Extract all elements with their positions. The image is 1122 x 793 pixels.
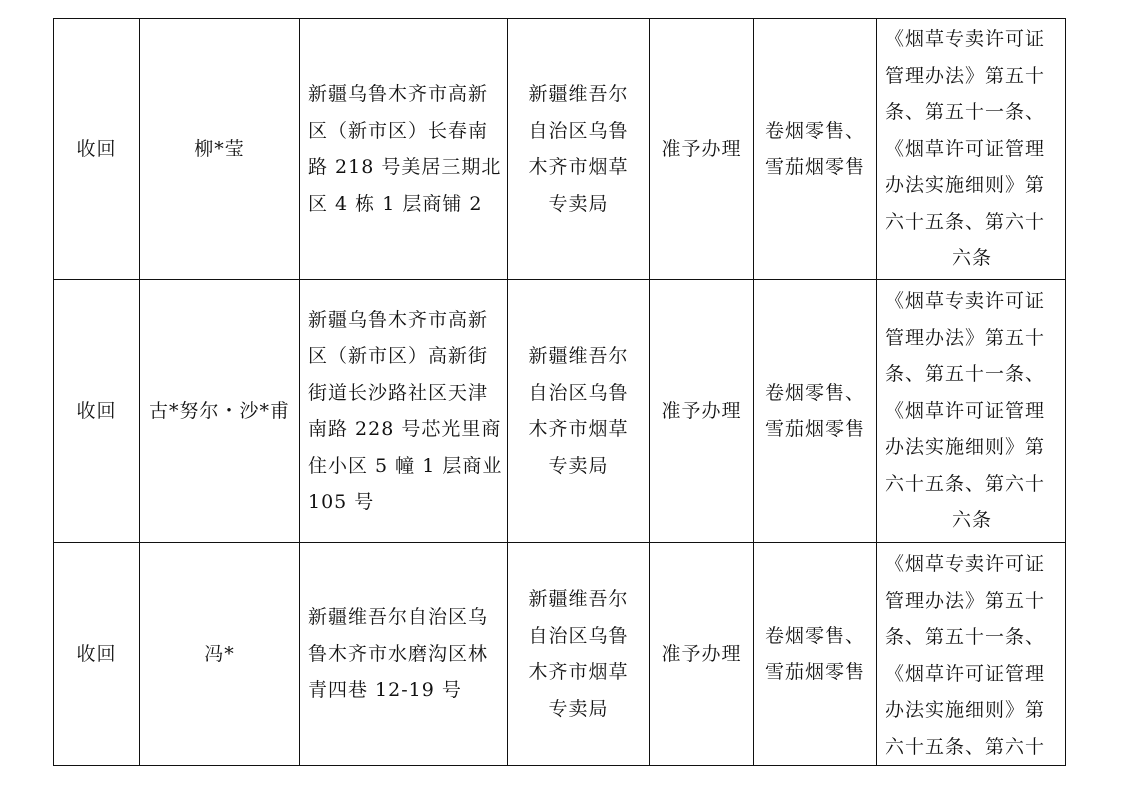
scope-cell: 卷烟零售、 雪茄烟零售 bbox=[754, 543, 877, 766]
decision-cell: 准予办理 bbox=[650, 280, 754, 543]
license-table bbox=[53, 18, 1066, 766]
legal-basis-cell: 《烟草专卖许可证 管理办法》第五十 条、第五十一条、 《烟草许可证管理 办法实施细则》第 六十五条、第六十 六条 bbox=[877, 280, 1066, 543]
authority-cell: 新疆维吾尔 自治区乌鲁 木齐市烟草 专卖局 bbox=[508, 280, 650, 543]
table-row bbox=[54, 280, 1066, 543]
scope-cell: 卷烟零售、 雪茄烟零售 bbox=[754, 19, 877, 280]
action-type-cell: 收回 bbox=[54, 19, 140, 280]
action-type-cell: 收回 bbox=[54, 543, 140, 766]
decision-cell: 准予办理 bbox=[650, 19, 754, 280]
address-cell: 新疆维吾尔自治区乌 鲁木齐市水磨沟区林 青四巷 12-19 号 bbox=[300, 543, 508, 766]
name-cell: 古*努尔・沙*甫 bbox=[140, 280, 300, 543]
name-cell: 冯* bbox=[140, 543, 300, 766]
table-row bbox=[54, 19, 1066, 280]
name-cell: 柳*莹 bbox=[140, 19, 300, 280]
legal-basis-cell: 《烟草专卖许可证 管理办法》第五十 条、第五十一条、 《烟草许可证管理 办法实施细则》第 六十五条、第六十 六条 bbox=[877, 19, 1066, 280]
authority-cell: 新疆维吾尔 自治区乌鲁 木齐市烟草 专卖局 bbox=[508, 19, 650, 280]
action-type-cell: 收回 bbox=[54, 280, 140, 543]
address-cell: 新疆乌鲁木齐市高新 区（新市区）长春南 路 218 号美居三期北 区 4 栋 1 层商铺 2 bbox=[300, 19, 508, 280]
legal-basis-cell: 《烟草专卖许可证 管理办法》第五十 条、第五十一条、 《烟草许可证管理 办法实施细则》第 六十五条、第六十 bbox=[877, 543, 1066, 766]
address-cell: 新疆乌鲁木齐市高新 区（新市区）高新街 街道长沙路社区天津 南路 228 号芯光里商 住小区 5 幢 1 层商业 105 号 bbox=[300, 280, 508, 543]
scope-cell: 卷烟零售、 雪茄烟零售 bbox=[754, 280, 877, 543]
authority-cell: 新疆维吾尔 自治区乌鲁 木齐市烟草 专卖局 bbox=[508, 543, 650, 766]
table-row bbox=[54, 543, 1066, 766]
decision-cell: 准予办理 bbox=[650, 543, 754, 766]
